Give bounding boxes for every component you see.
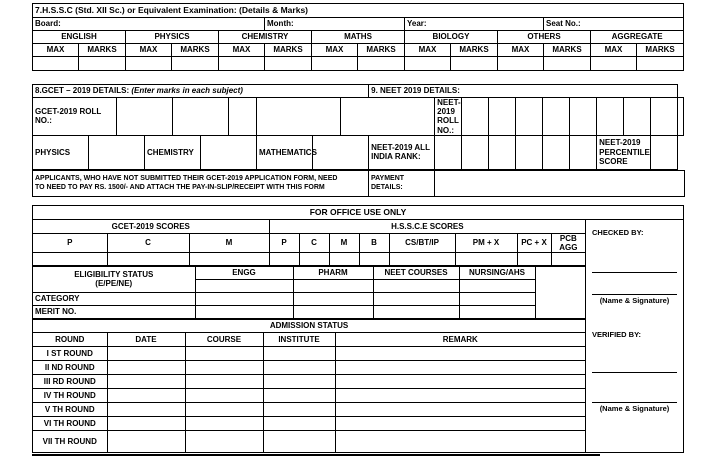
eligibility-status-line-2: (E/PE/NE) (95, 279, 133, 289)
neet-roll-box[interactable] (543, 98, 570, 136)
neet-roll-box[interactable] (624, 98, 651, 136)
admission-course-cell[interactable] (185, 374, 263, 388)
gcet-roll-box[interactable] (257, 98, 341, 136)
payment-details-value[interactable] (435, 171, 685, 197)
checked-by-signature-line-2[interactable] (592, 294, 677, 295)
scores-col-hssce-pmx: PM + X (455, 233, 517, 252)
eligibility-status-label (33, 266, 195, 292)
admission-institute-cell[interactable] (263, 388, 335, 402)
admission-institute-cell[interactable] (263, 402, 335, 416)
scores-col-gcet-m: M (189, 233, 269, 252)
hssc-col-marks: MARKS (79, 44, 126, 57)
scores-value-cell[interactable] (107, 252, 189, 265)
scores-col-hssce-m: M (329, 233, 359, 252)
neet-roll-box[interactable] (516, 98, 543, 136)
scores-value-cell[interactable] (189, 252, 269, 265)
eligibility-value-cell[interactable] (459, 292, 535, 305)
neet-roll-box[interactable] (651, 98, 678, 136)
eligibility-spacer-cell (535, 266, 585, 318)
gcet-subject-chemistry-value[interactable] (201, 135, 257, 169)
admission-round-label: V TH ROUND (33, 402, 107, 416)
hssc-year-field[interactable]: Year: (405, 18, 544, 31)
eligibility-value-cell[interactable] (195, 279, 293, 292)
hssc-col-max: MAX (219, 44, 265, 57)
eligibility-value-cell[interactable] (373, 292, 459, 305)
hssc-value-cell[interactable] (405, 57, 451, 71)
scores-group-hssce: H.S.S.C.E SCORES (269, 220, 585, 233)
office-use-title: FOR OFFICE USE ONLY (33, 206, 683, 220)
checked-by-signature-line[interactable] (592, 272, 677, 273)
admission-round-label: IV TH ROUND (33, 388, 107, 402)
table-row (33, 430, 585, 452)
neet-roll-box[interactable] (678, 98, 684, 136)
admission-col-date: DATE (107, 332, 185, 346)
admission-round-label: I ST ROUND (33, 346, 107, 360)
table-row (33, 346, 585, 360)
gcet-title-text: 8.GCET – 2019 DETAILS: (35, 86, 130, 96)
scores-value-cell[interactable] (551, 252, 585, 265)
admission-date-cell[interactable] (107, 402, 185, 416)
hssc-value-cell[interactable] (358, 57, 405, 71)
office-use-section (32, 205, 684, 453)
admission-date-cell[interactable] (107, 360, 185, 374)
admission-remark-cell[interactable] (335, 374, 585, 388)
eligibility-value-cell[interactable] (293, 292, 373, 305)
hssc-col-max: MAX (591, 44, 637, 57)
neet-title: 9. NEET 2019 DETAILS: (369, 85, 678, 98)
eligibility-value-cell[interactable] (373, 305, 459, 318)
eligibility-row-label-category: CATEGORY (33, 292, 195, 305)
checked-by-label: CHECKED BY: (592, 228, 644, 237)
neet-roll-box[interactable] (489, 98, 516, 136)
neet-percentile-label: NEET-2019 PERCENTILE SCORE (597, 135, 651, 169)
admission-round-label: VII TH ROUND (33, 430, 107, 452)
payment-notice-line-1: APPLICANTS, WHO HAVE NOT SUBMITTED THEIR GCET-2019 APPLICATION FORM, NEED (35, 175, 338, 183)
admission-institute-cell[interactable] (263, 430, 335, 452)
hssc-value-cell[interactable] (33, 57, 79, 71)
gcet-subject-mathematics-value[interactable] (313, 135, 369, 169)
admission-course-cell[interactable] (185, 416, 263, 430)
scores-col-gcet-p: P (33, 233, 107, 252)
checked-by-caption: (Name & Signature) (599, 296, 670, 305)
neet-rank-box[interactable] (516, 135, 543, 169)
hssc-col-marks: MARKS (172, 44, 219, 57)
gcet-subject-chemistry-label: CHEMISTRY (145, 135, 201, 169)
eligibility-status-line-1: ELIGIBILITY STATUS (74, 270, 154, 280)
hssc-board-field[interactable]: Board: (33, 18, 265, 31)
scores-col-hssce-p: P (269, 233, 299, 252)
admission-institute-cell[interactable] (263, 346, 335, 360)
signature-column (585, 220, 683, 452)
scores-col-hssce-pcbagg: PCB AGG (551, 233, 585, 252)
neet-roll-box[interactable] (570, 98, 597, 136)
gcet-roll-label: GCET-2019 ROLL NO.: (33, 98, 117, 136)
hssc-col-marks: MARKS (358, 44, 405, 57)
eligibility-col-engg: ENGG (195, 266, 293, 279)
neet-rank-box[interactable] (570, 135, 597, 169)
admission-date-cell[interactable] (107, 374, 185, 388)
hssc-value-cell[interactable] (637, 57, 684, 71)
hssc-col-max: MAX (312, 44, 358, 57)
admission-institute-cell[interactable] (263, 374, 335, 388)
admission-remark-cell[interactable] (335, 430, 585, 452)
admission-date-cell[interactable] (107, 388, 185, 402)
hssc-subject-physics: PHYSICS (126, 31, 219, 44)
hssc-section (32, 3, 684, 71)
admission-round-label: VI TH ROUND (33, 416, 107, 430)
admission-remark-cell[interactable] (335, 402, 585, 416)
eligibility-value-cell[interactable] (293, 305, 373, 318)
hssc-col-marks: MARKS (451, 44, 498, 57)
hssc-month-field[interactable]: Month: (265, 18, 405, 31)
admission-course-cell[interactable] (185, 402, 263, 416)
gcet-roll-box[interactable] (117, 98, 173, 136)
eligibility-row-label-merit-no: MERIT NO. (33, 305, 195, 318)
hssc-seatno-field[interactable]: Seat No.: (544, 18, 684, 31)
admission-institute-cell[interactable] (263, 416, 335, 430)
table-row (33, 416, 585, 430)
hssc-subject-biology: BIOLOGY (405, 31, 498, 44)
hssc-col-marks: MARKS (637, 44, 684, 57)
scores-col-gcet-c: C (107, 233, 189, 252)
admission-course-cell[interactable] (185, 346, 263, 360)
admission-remark-cell[interactable] (335, 416, 585, 430)
admission-remark-cell[interactable] (335, 346, 585, 360)
hssc-value-cell[interactable] (312, 57, 358, 71)
admission-col-round: ROUND (33, 332, 107, 346)
hssc-subject-aggregate: AGGREGATE (591, 31, 684, 44)
verified-by-caption: (Name & Signature) (599, 404, 670, 413)
gcet-title-note: (Enter marks in each subject) (131, 86, 243, 96)
eligibility-value-cell[interactable] (459, 279, 535, 292)
gcet-roll-box[interactable] (173, 98, 229, 136)
table-row (33, 360, 585, 374)
neet-rank-label: NEET-2019 ALL INDIA RANK: (369, 135, 435, 169)
gcet-subject-mathematics-label: MATHEMATICS (257, 135, 313, 169)
hssc-subject-others: OTHERS (498, 31, 591, 44)
eligibility-value-cell[interactable] (293, 279, 373, 292)
scores-col-hssce-c: C (299, 233, 329, 252)
eligibility-value-cell[interactable] (195, 292, 293, 305)
neet-rank-box[interactable] (462, 135, 489, 169)
admission-status-table (33, 319, 585, 453)
gcet-roll-box[interactable] (229, 98, 257, 136)
neet-rank-box[interactable] (543, 135, 570, 169)
admission-institute-cell[interactable] (263, 360, 335, 374)
hssc-value-cell[interactable] (79, 57, 126, 71)
neet-roll-box[interactable] (462, 98, 489, 136)
hssc-value-cell[interactable] (544, 57, 591, 71)
scores-value-cell[interactable] (33, 252, 107, 265)
gcet-subject-physics-value[interactable] (89, 135, 145, 169)
scores-value-cell[interactable] (299, 252, 329, 265)
admission-course-cell[interactable] (185, 360, 263, 374)
hssc-col-marks: MARKS (544, 44, 591, 57)
gcet-neet-section (32, 84, 684, 170)
hssc-value-cell[interactable] (591, 57, 637, 71)
hssc-value-cell[interactable] (498, 57, 544, 71)
hssc-value-cell[interactable] (126, 57, 172, 71)
eligibility-value-cell[interactable] (373, 279, 459, 292)
admission-course-cell[interactable] (185, 388, 263, 402)
scores-value-cell[interactable] (455, 252, 517, 265)
payment-section (32, 170, 685, 197)
hssc-subject-english: ENGLISH (33, 31, 126, 44)
admission-col-course: COURSE (185, 332, 263, 346)
admission-date-cell[interactable] (107, 346, 185, 360)
hssc-value-cell[interactable] (265, 57, 312, 71)
hssc-col-max: MAX (405, 44, 451, 57)
admission-date-cell[interactable] (107, 430, 185, 452)
eligibility-col-nursing-ahs: NURSING/AHS (459, 266, 535, 279)
table-row (33, 402, 585, 416)
hssc-col-max: MAX (498, 44, 544, 57)
scores-value-cell[interactable] (517, 252, 551, 265)
hssc-subject-chemistry: CHEMISTRY (219, 31, 312, 44)
hssc-col-max: MAX (126, 44, 172, 57)
admission-date-cell[interactable] (107, 416, 185, 430)
gcet-roll-box[interactable] (341, 98, 435, 136)
neet-rank-box[interactable] (489, 135, 516, 169)
hssc-value-cell[interactable] (172, 57, 219, 71)
eligibility-value-cell[interactable] (195, 305, 293, 318)
scores-col-hssce-b: B (359, 233, 389, 252)
neet-roll-box[interactable] (597, 98, 624, 136)
payment-notice (33, 171, 369, 197)
gcet-subject-physics-label: PHYSICS (33, 135, 89, 169)
neet-roll-label: NEET-2019 ROLL NO.: (435, 98, 462, 136)
scores-value-cell[interactable] (329, 252, 359, 265)
admission-round-label: II ND ROUND (33, 360, 107, 374)
eligibility-col-neet-courses: NEET COURSES (373, 266, 459, 279)
admission-col-institute: INSTITUTE (263, 332, 335, 346)
office-left-column (33, 220, 585, 452)
hssc-title: 7.H.S.S.C (Std. XII Sc.) or Equivalent Examination: (Details & Marks) (33, 4, 684, 18)
neet-percentile-value[interactable] (651, 135, 678, 169)
eligibility-value-cell[interactable] (459, 305, 535, 318)
scores-col-hssce-pcx: PC + X (517, 233, 551, 252)
admission-round-label: III RD ROUND (33, 374, 107, 388)
verified-by-signature-line[interactable] (592, 372, 677, 373)
gcet-title (33, 85, 369, 98)
scores-group-gcet: GCET-2019 SCORES (33, 220, 269, 233)
admission-status-title: ADMISSION STATUS (33, 319, 585, 332)
hssc-value-cell[interactable] (451, 57, 498, 71)
eligibility-table (33, 266, 585, 319)
hssc-col-max: MAX (33, 44, 79, 57)
scores-col-hssce-csbtip: CS/BT/IP (389, 233, 455, 252)
admission-course-cell[interactable] (185, 430, 263, 452)
hssc-col-marks: MARKS (265, 44, 312, 57)
admission-remark-cell[interactable] (335, 360, 585, 374)
table-row (33, 388, 585, 402)
hssc-value-cell[interactable] (219, 57, 265, 71)
scores-value-cell[interactable] (359, 252, 389, 265)
verified-by-label: VERIFIED BY: (592, 330, 642, 339)
admission-remark-cell[interactable] (335, 388, 585, 402)
verified-by-signature-line-2[interactable] (592, 402, 677, 403)
table-row (33, 374, 585, 388)
admission-col-remark: REMARK (335, 332, 585, 346)
payment-details-label: PAYMENT DETAILS: (369, 171, 435, 197)
bottom-divider (32, 454, 600, 456)
scores-table (33, 220, 585, 266)
neet-rank-box[interactable] (435, 135, 462, 169)
scores-value-cell[interactable] (389, 252, 455, 265)
payment-notice-line-2: TO NEED TO PAY RS. 1500/- AND ATTACH THE PAY-IN-SLIP/RECEIPT WITH THIS FORM (35, 183, 325, 191)
eligibility-col-pharm: PHARM (293, 266, 373, 279)
scores-value-cell[interactable] (269, 252, 299, 265)
hssc-subject-maths: MATHS (312, 31, 405, 44)
